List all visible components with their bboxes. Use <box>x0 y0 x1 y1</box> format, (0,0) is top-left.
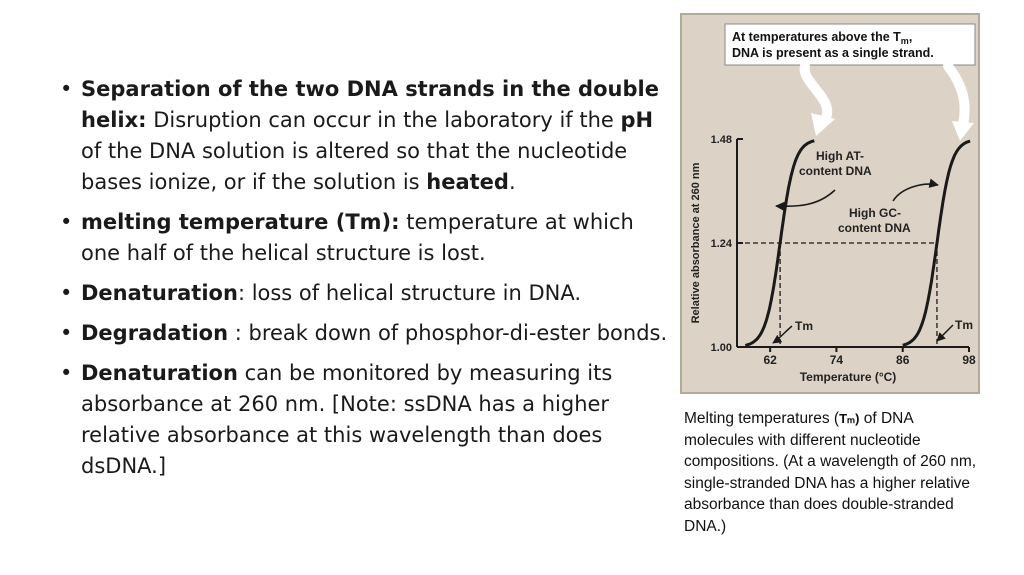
series-label-gc-line2: content DNA <box>838 221 911 235</box>
x-tick-label: 98 <box>962 353 976 367</box>
bullet-term: melting temperature (Tm): <box>81 210 400 234</box>
figure-caption <box>684 408 984 537</box>
bullet-term: pH <box>620 108 654 132</box>
callout-subscript: m <box>900 36 909 46</box>
bullet-term: Separation of the two DNA strands in the double helix: <box>81 77 659 132</box>
y-axis-label: Relative absorbance at 260 nm <box>690 162 702 324</box>
caption-text: Melting temperatures ( <box>684 410 840 427</box>
x-axis-label: Temperature (°C) <box>799 370 897 384</box>
bullet-separation <box>60 74 670 198</box>
tm-label-gc: Tm <box>955 318 973 332</box>
series-label-at-line2: content DNA <box>799 164 872 178</box>
bullet-denaturation <box>60 278 670 309</box>
bullet-text: Disruption can occur in the laboratory if the <box>146 108 621 132</box>
callout-line1-text: At temperatures above the T <box>732 30 901 44</box>
figure-panel <box>681 14 979 393</box>
series-label-at-line1: High AT- <box>816 149 864 163</box>
bullet-term: Denaturation <box>81 361 238 385</box>
y-tick-label: 1.48 <box>710 134 732 146</box>
bullet-term: heated <box>426 170 509 194</box>
bullet-text: temperature at which one half of the helical structure is lost. <box>81 210 634 265</box>
bullet-text: can be monitored by measuring its absorbance at 260 nm. [Note: ssDNA has a higher relative absorbance at this wavelength than does dsDNA.] <box>81 361 613 478</box>
bullet-degradation <box>60 318 670 349</box>
tm-label-at: Tm <box>795 319 813 333</box>
x-tick-label: 86 <box>896 353 910 367</box>
callout-line1-end: , <box>908 30 913 44</box>
bullet-text: . <box>508 170 516 194</box>
callout-line1 <box>732 30 912 46</box>
caption-text-rest: of DNA molecules with different nucleotide compositions. (At a wavelength of 260 nm, single-stranded DNA has a higher relative absorbance than does double-stranded DNA.) <box>684 410 977 535</box>
series-label-gc <box>838 206 911 235</box>
bullet-melting-temperature <box>60 207 670 269</box>
caption-tm-symbol: Tₘ) <box>839 411 860 426</box>
melting-curve-figure <box>680 13 980 394</box>
series-label-gc-line1: High GC- <box>849 206 901 220</box>
bullet-term: Denaturation <box>81 281 238 305</box>
x-tick-label: 74 <box>829 353 844 367</box>
bullet-list <box>60 74 670 491</box>
bullet-denaturation-monitoring <box>60 358 670 482</box>
callout-line2: DNA is present as a single strand. <box>732 46 934 60</box>
y-tick-label: 1.24 <box>710 238 732 250</box>
bullet-text: : loss of helical structure in DNA. <box>237 281 582 305</box>
bullet-text: : break down of phosphor-di-ester bonds. <box>228 321 668 345</box>
bullet-term: Degradation <box>81 321 229 345</box>
bullet-text: of the DNA solution is altered so that the nucleotide bases ionize, or if the solution is <box>81 139 628 194</box>
x-tick-label: 62 <box>763 353 777 367</box>
y-tick-label: 1.00 <box>710 342 732 354</box>
